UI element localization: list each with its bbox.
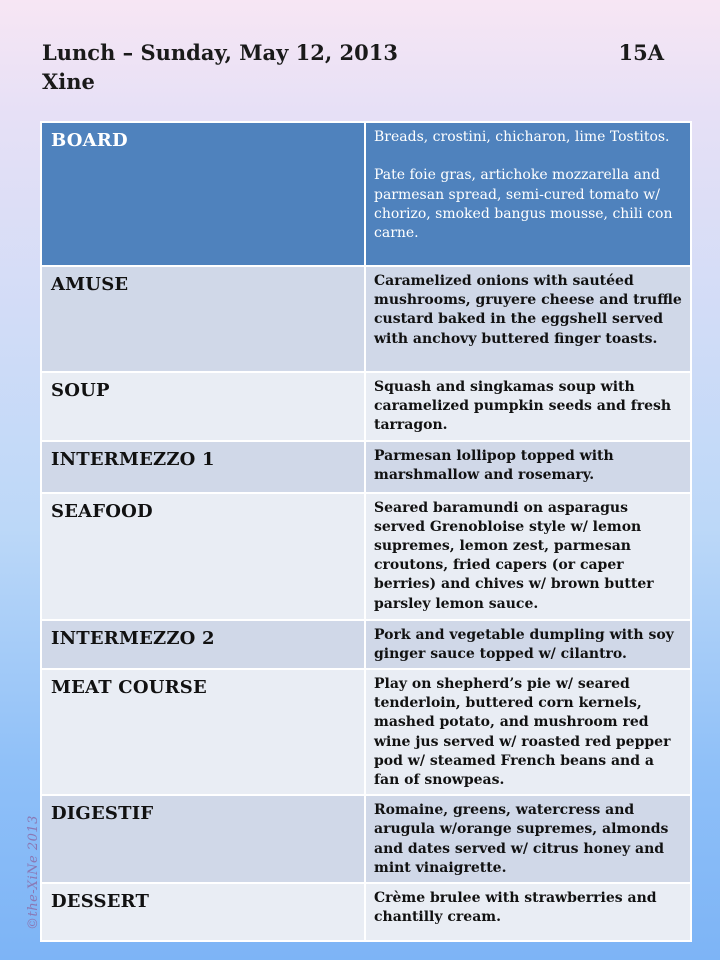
course-name: INTERMEZZO 1 — [41, 441, 365, 493]
course-description: Play on shepherd’s pie w/ seared tenderloin, buttered corn kernels, mashed potato, and mushroom red wine jus served w/ roasted red pepper pod w/ steamed French beans and a fan of snowpeas. — [365, 669, 691, 795]
menu-header — [42, 38, 664, 96]
header-row — [42, 38, 664, 67]
course-name: SOUP — [41, 372, 365, 441]
course-description: Caramelized onions with sautéed mushrooms, gruyere cheese and truffle custard baked in the eggshell served with anchovy buttered finger toasts. — [365, 266, 691, 372]
menu-row — [41, 669, 691, 795]
course-description: Pork and vegetable dumpling with soy ginger sauce topped w/ cilantro. — [365, 620, 691, 669]
menu-table — [40, 121, 692, 942]
course-name: DESSERT — [41, 883, 365, 941]
course-description: Parmesan lollipop topped with marshmallow and rosemary. — [365, 441, 691, 493]
menu-title: Lunch – Sunday, May 12, 2013 — [42, 40, 398, 65]
menu-row — [41, 795, 691, 883]
copyright-watermark: ©the-XiNe 2013 — [26, 815, 41, 930]
menu-row — [41, 441, 691, 493]
menu-row — [41, 372, 691, 441]
course-description: Crème brulee with strawberries and chantilly cream. — [365, 883, 691, 941]
menu-row — [41, 493, 691, 620]
menu-row — [41, 883, 691, 941]
course-name: INTERMEZZO 2 — [41, 620, 365, 669]
course-name: DIGESTIF — [41, 795, 365, 883]
course-description: Romaine, greens, watercress and arugula w/orange supremes, almonds and dates served w/ citrus honey and mint vinaigrette. — [365, 795, 691, 883]
guest-name: Xine — [42, 69, 95, 94]
course-name: BOARD — [41, 122, 365, 266]
menu-row — [41, 620, 691, 669]
menu-row — [41, 266, 691, 372]
course-name: AMUSE — [41, 266, 365, 372]
course-name: SEAFOOD — [41, 493, 365, 620]
course-description: Seared baramundi on asparagus served Grenobloise style w/ lemon supremes, lemon zest, parmesan croutons, fried capers (or caper berries) and chives w/ brown butter parsley lemon sauce. — [365, 493, 691, 620]
menu-row — [41, 122, 691, 266]
course-description: Squash and singkamas soup with caramelized pumpkin seeds and fresh tarragon. — [365, 372, 691, 441]
table-number: 15A — [618, 40, 664, 65]
course-description: Breads, crostini, chicharon, lime Tostitos. Pate foie gras, artichoke mozzarella and parmesan spread, semi-cured tomato w/ chorizo, smoked bangus mousse, chili con carne. — [365, 122, 691, 266]
course-name: MEAT COURSE — [41, 669, 365, 795]
